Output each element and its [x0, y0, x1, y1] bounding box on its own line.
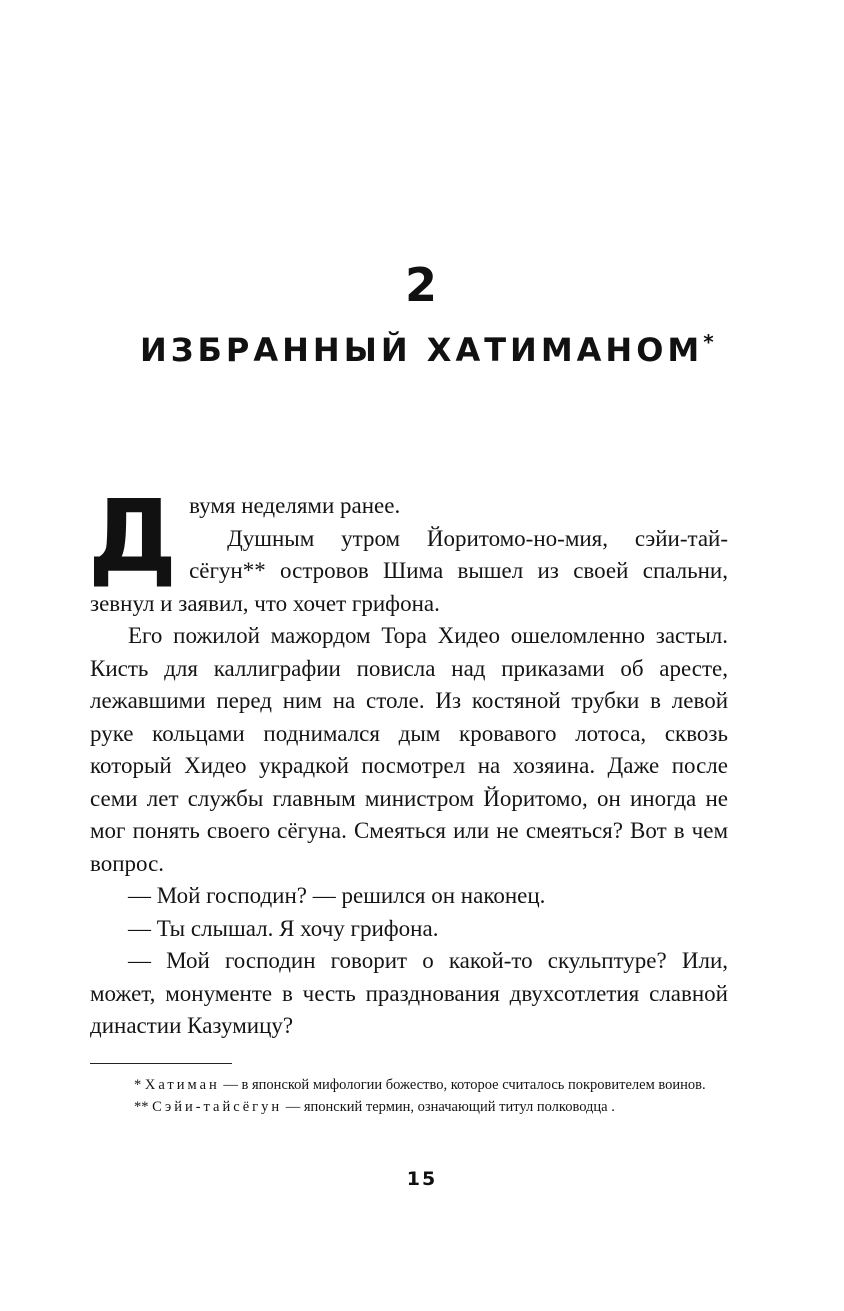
footnote-term: Хатиман — [144, 1077, 220, 1093]
page-number: 15 — [406, 1168, 438, 1190]
chapter-title-footnote-mark: * — [703, 330, 714, 354]
paragraph-2: Душным утром Йоритомо-но-мия, сэйи-тай-сёгун** островов Шима вышел из своей спальни, зевнул и заявил, что хочет грифона. — [90, 525, 728, 616]
footnote-divider — [90, 1063, 232, 1064]
paragraph-1: Двумя неделями ранее. — [88, 478, 401, 595]
paragraph-5: — Ты слышал. Я хочу грифона. — [128, 915, 439, 941]
paragraph-4: — Мой господин? — решился он наконец. — [128, 883, 546, 908]
chapter-number: 2 — [404, 258, 439, 312]
body-text — [88, 478, 728, 1043]
paragraph-3: Его пожилой мажордом Тора Хидео ошеломленно застыл. Кисть для каллиграфии повисла над приказами об аресте, лежавшими перед ним на столе. Из костяной трубки в левой руке кольцами поднимался дым кровавого лотоса, сквозь который Хидео украдкой посмотрел на хозяина. Даже после семи лет службы главным министром Йоритомо, он иногда не мог понять своего сёгуна. Смеяться или не смеяться? Вот в чем вопрос. — [90, 623, 728, 876]
chapter-title-text: ИЗБРАННЫЙ ХАТИМАНОМ — [140, 331, 704, 369]
footnote-1: * Хатиман — в японской мифологии божество, которое считалось покровителем воинов. — [134, 1077, 706, 1093]
footnotes — [90, 1074, 728, 1118]
paragraph-6: — Мой господин говорит о какой-то скульптуре? Или, может, монументе в честь празднования двухсотлетия славной династии Казумицу? — [90, 948, 728, 1038]
drop-cap: Д — [88, 478, 178, 595]
chapter-title — [140, 322, 714, 370]
footnote-term: Сэйи-тайсёгун — [152, 1099, 283, 1115]
footnote-2: ** Сэйи-тайсёгун — японский термин, означающий титул полководца . — [134, 1099, 615, 1115]
